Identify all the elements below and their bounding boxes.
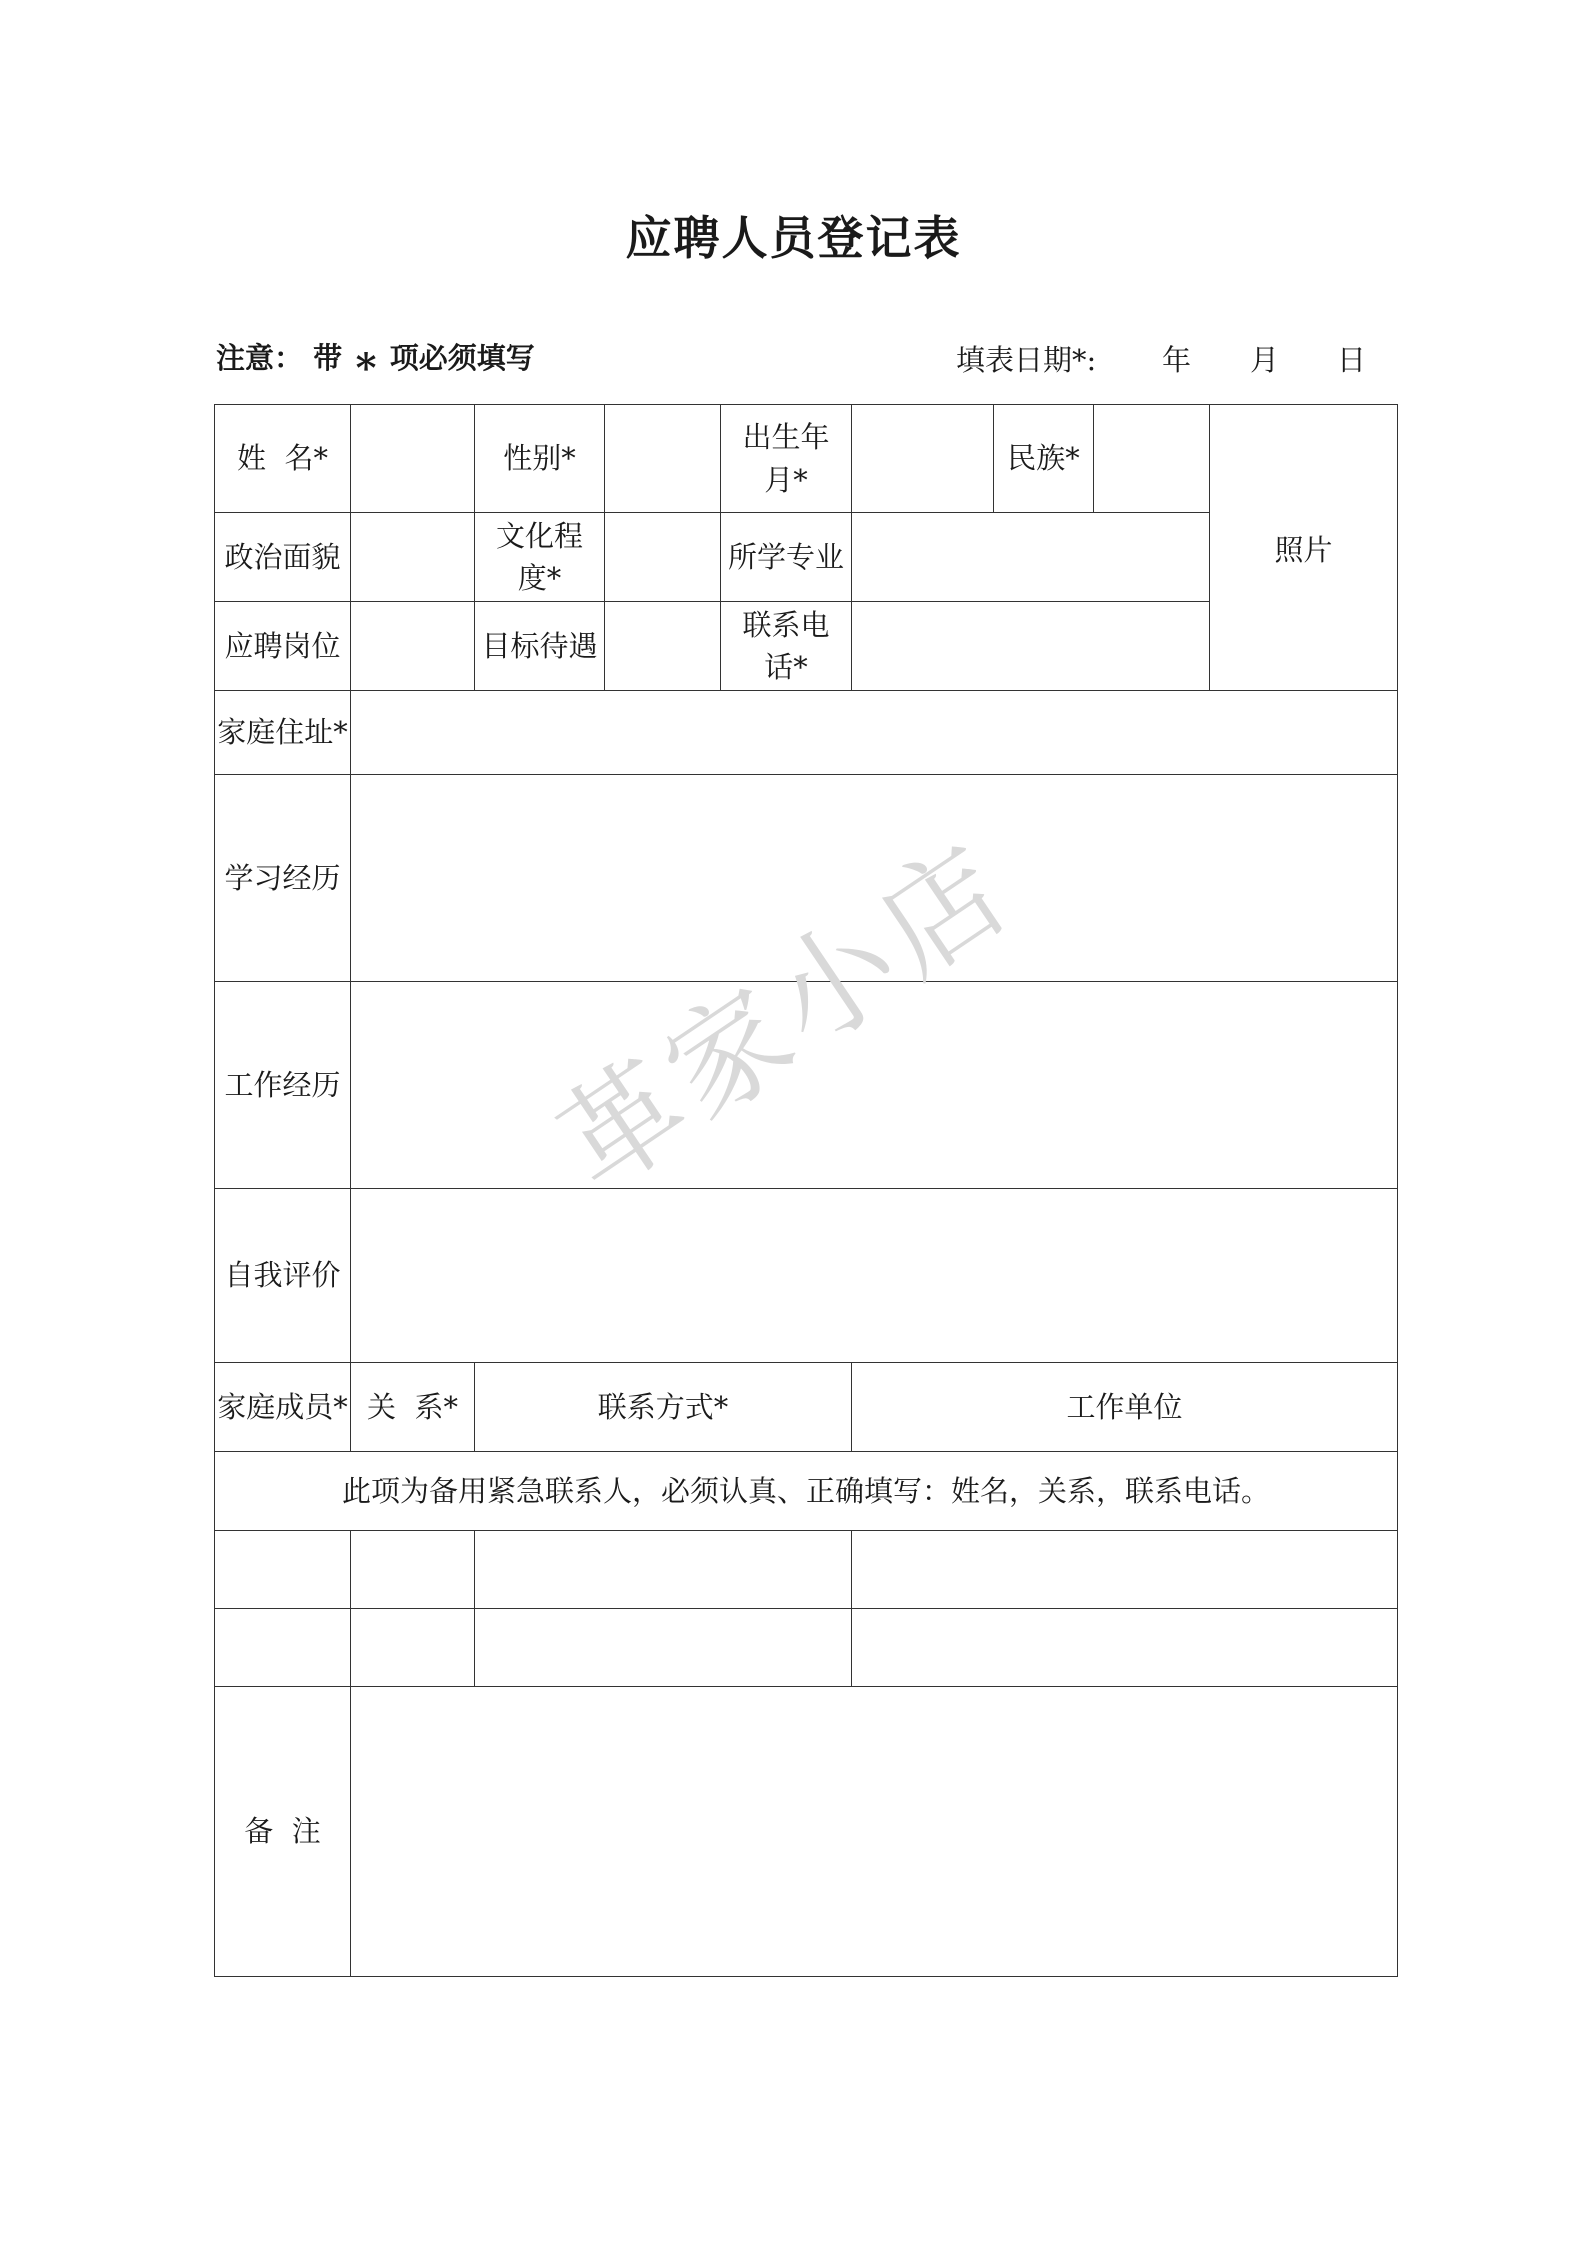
asterisk-icon: ∗ — [352, 337, 380, 384]
birth-label: 出生年月* — [721, 405, 852, 513]
study-history-field[interactable] — [351, 775, 1398, 982]
birth-field[interactable] — [852, 405, 994, 513]
notice-word: 带 — [313, 341, 343, 375]
position-label: 应聘岗位 — [215, 602, 351, 691]
self-evaluation-label: 自我评价 — [215, 1189, 351, 1363]
watermark: 革家小店 — [535, 816, 1038, 1218]
work-history-field[interactable] — [351, 982, 1398, 1189]
emergency-contact-note: 此项为备用紧急联系人，必须认真、正确填写：姓名，关系，联系电话。 — [215, 1452, 1398, 1531]
date-month-label: 月 — [1250, 343, 1280, 377]
relation-header: 关 系* — [351, 1363, 475, 1452]
form-title: 应聘人员登记表 — [625, 211, 962, 265]
work-history-label: 工作经历 — [215, 982, 351, 1189]
position-field[interactable] — [351, 602, 475, 691]
family-name-field[interactable] — [215, 1531, 351, 1609]
major-label: 所学专业 — [721, 513, 852, 602]
contact-header: 联系方式* — [475, 1363, 852, 1452]
family-members-label: 家庭成员* — [215, 1363, 351, 1452]
political-label: 政治面貌 — [215, 513, 351, 602]
remarks-field[interactable] — [351, 1687, 1398, 1977]
notice-suffix: 项必须填写 — [389, 341, 535, 375]
photo-box[interactable]: 照片 — [1210, 405, 1398, 691]
study-history-label: 学习经历 — [215, 775, 351, 982]
required-notice — [216, 336, 535, 384]
workplace-header: 工作单位 — [852, 1363, 1398, 1452]
address-label: 家庭住址* — [215, 691, 351, 775]
gender-label: 性别* — [475, 405, 605, 513]
self-evaluation-field[interactable] — [351, 1189, 1398, 1363]
ethnicity-field[interactable] — [1094, 405, 1210, 513]
gender-field[interactable] — [605, 405, 721, 513]
ethnicity-label: 民族* — [994, 405, 1094, 513]
phone-field[interactable] — [852, 602, 1210, 691]
education-field[interactable] — [605, 513, 721, 602]
notice-prefix: 注意： — [216, 341, 304, 375]
family-relation-field[interactable] — [351, 1531, 475, 1609]
salary-label: 目标待遇 — [475, 602, 605, 691]
date-year-label: 年 — [1162, 343, 1192, 377]
salary-field[interactable] — [605, 602, 721, 691]
registration-table — [214, 404, 1398, 1977]
phone-label: 联系电话* — [721, 602, 852, 691]
date-day-label: 日 — [1337, 343, 1367, 377]
family-contact-field[interactable] — [475, 1609, 852, 1687]
name-field[interactable] — [351, 405, 475, 513]
family-workplace-field[interactable] — [852, 1609, 1398, 1687]
political-field[interactable] — [351, 513, 475, 602]
major-field[interactable] — [852, 513, 1210, 602]
fill-date-label: 填表日期*: — [956, 343, 1097, 377]
address-field[interactable] — [351, 691, 1398, 775]
name-label: 姓 名* — [215, 405, 351, 513]
education-label: 文化程度* — [475, 513, 605, 602]
family-contact-field[interactable] — [475, 1531, 852, 1609]
remarks-label: 备 注 — [215, 1687, 351, 1977]
family-name-field[interactable] — [215, 1609, 351, 1687]
family-workplace-field[interactable] — [852, 1531, 1398, 1609]
family-relation-field[interactable] — [351, 1609, 475, 1687]
